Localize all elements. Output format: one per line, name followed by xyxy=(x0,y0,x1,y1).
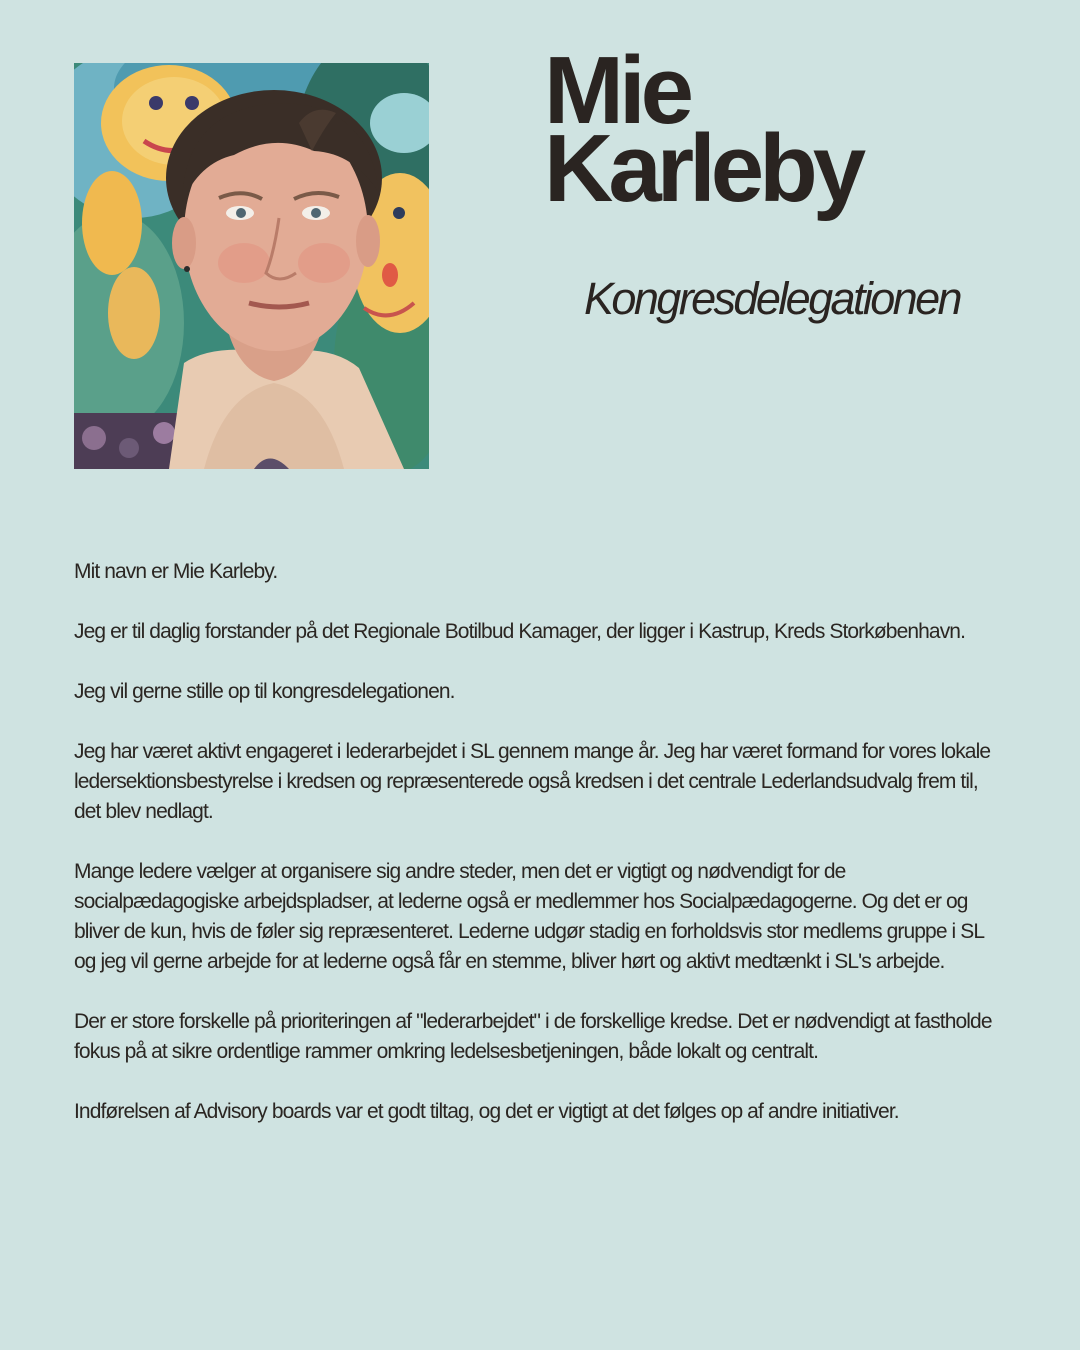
statement-paragraph: Mange ledere vælger at organisere sig andre steder, men det er vigtigt og nødvendigt for de socialpædagogiske arbejdspladser, at lederne også er medlemmer hos Socialpædagogerne. Og det er og bliver de kun, hvis de føler sig repræsenteret. Lederne udgør stadig en forholdsvis stor medlems gruppe i SL og jeg vil gerne arbejde for at lederne også får en stemme, bliver hørt og aktivt medtænkt i SL's arbejde. xyxy=(74,860,984,973)
candidacy-role: Kongresdelegationen xyxy=(584,273,960,324)
statement-paragraph: Der er store forskelle på prioriteringen af "lederarbejdet" i de forskellige kredse. Det er nødvendigt at fastholde fokus på at sikre ordentlige rammer omkring ledelsesbetjeningen, både lokalt og centralt. xyxy=(74,1010,992,1063)
statement-paragraph: Mit navn er Mie Karleby. xyxy=(74,560,278,583)
candidate-statement xyxy=(74,557,994,1127)
statement-paragraph: Jeg vil gerne stille op til kongresdelegationen. xyxy=(74,680,455,703)
person-name xyxy=(544,37,1024,222)
statement-paragraph: Jeg har været aktivt engageret i lederarbejdet i SL gennem mange år. Jeg har været formand for vores lokale ledersektionsbestyrelse i kredsen og repræsenterede også kredsen i det centrale Lederlandsudvalg frem til, det blev nedlagt. xyxy=(74,740,991,823)
first-name: Mie xyxy=(544,37,690,144)
statement-paragraph: Indførelsen af Advisory boards var et godt tiltag, og det er vigtigt at det følges op af andre initiativer. xyxy=(74,1100,899,1123)
portrait-photo xyxy=(74,63,429,469)
statement-paragraph: Jeg er til daglig forstander på det Regionale Botilbud Kamager, der ligger i Kastrup, Kreds Storkøbenhavn. xyxy=(74,620,966,643)
portrait-illustration xyxy=(74,63,429,469)
last-name: Karleby xyxy=(544,115,862,222)
